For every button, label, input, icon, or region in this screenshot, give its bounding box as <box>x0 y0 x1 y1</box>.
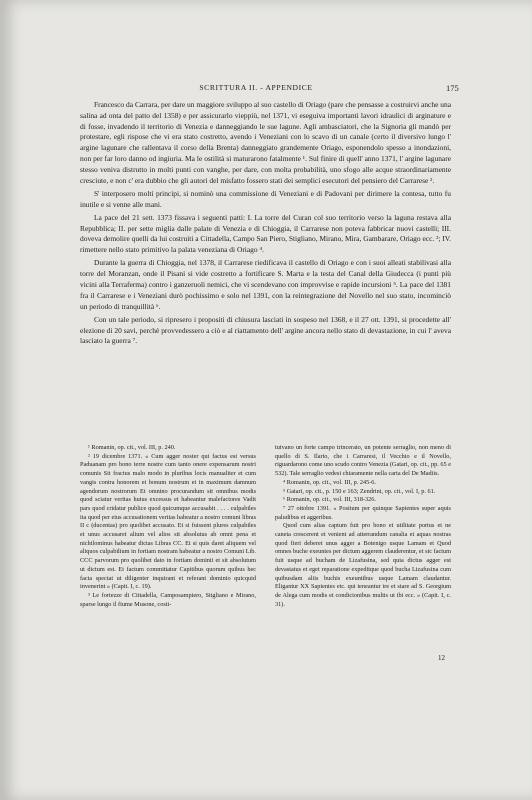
footnote: Quod cum alias captum fuit pro bono et utilitate portus et ne caneta crescerent et venient ad atterrandum canalia et aquas nostras quod fieri deberet unus agger a Botenigo usque Lamam et Quod omnes buche exeuntes per dictum aggerem clauderentur, et sic factum fuit usque ad bucham de Lizafusina, sed quia dictus agger est devastatus et eget reparatione expeditque quod bucha Lizafusina cum quibusdam aliis buchis exeuntibus usque Lamam claudantur. Eligantur XX Sapientes etc. qui teneantur ire et stare ad S. Georgium de Alega cum modis et condicionibus multis ut ibi ecc. » (Capit. I, c. 31). <box>275 522 451 608</box>
footnote: ⁷ 27 ottobre 1391. « Positum per quinque Sapientes super aquis paludibus et aggeribus. <box>275 504 451 521</box>
footnote: ⁶ Romanin, op. cit., vol. III, 318-326. <box>283 496 376 504</box>
footnotes-left-column <box>80 444 256 609</box>
signature-mark: 12 <box>438 654 445 662</box>
body-paragraph: Francesco da Carrara, per dare un maggiore sviluppo al suo castello di Oriago (pare che pensasse a costruirvi anche una salina ad onta del patto del 1358) e per assicurarlo vieppiù, nel 1371, vi eseguiva importanti lavori idraulici di arginature e di fosse, invadendo il territorio di Venezia e danneggiando le sue lagune. Agli ambasciatori, che la Signoria gli mandò per protestare, egli rispose che vi era stato costretto, avendo i Veneziani con lo scavo di un canale (certo il diversivo lungo l' argine lagunare che rallentava il corso della Brenta) danneggiato grandemente Oriago, esponendolo spesso a inondazioni, non per far loro danno od ingiuria. Ma le ostilità si maturarono fatalmente ¹. Sul finire di quell' anno 1371, l' argine lagunare stesso veniva distrutto in molti punti con vanghe, per dare, con molta probabilità, uno sfogo alle acque straordinariamente cresciute, e non c' era dubbio che gli autori del misfatto fossero stati dei semplici esecutori del pensiero del Carrarese ². <box>80 100 451 185</box>
running-header <box>80 83 432 92</box>
footnote: ³ Le fortezze di Cittadella, Camposampiero, Stigliano e Mirano, sparse lungo il fiume Musone, costi- <box>80 591 256 608</box>
footnotes-right-column <box>275 444 451 609</box>
footnotes <box>80 444 451 609</box>
footnote: ⁵ Gatari, op. cit., p. 150 e 163; Zendrini, op. cit., vol. I, p. 61. <box>283 487 436 495</box>
main-text <box>80 100 451 349</box>
body-paragraph: Durante la guerra di Chioggia, nel 1378, il Carrarese riedificava il castello di Oriago e con i suoi alleati stabilivasi alla torre del Moranzan, onde il Pisani si vide costretto a fortificare S. Marta e la testa del Canal della Giudecca (i punti più vicini alla Terraferma) contro i ganzeruoli nemici, che vi scendevano con improvvise e rapide incursioni ⁵. La pace del 1381 fra il Carrarese e i Veneziani durò pochissimo e solo nel 1391, con la reintegrazione del Novello nel suo stato, incominciò un periodo di tranquillità ⁶. <box>80 258 451 311</box>
running-title: SCRITTURA II. - APPENDICE <box>199 83 313 92</box>
footnote: tuivano un forte campo trincerato, un potente serraglio, non meno di quello di S. Ilario, che i Carraresi, il Vecchio e il Novello, riguardarono come uno scudo contro Venezia (Gatari, op. cit., pp. 65 e 532). Tale serraglio vedesi chiaramente nella carta del De Madiis. <box>275 444 451 478</box>
body-paragraph: Con un tale periodo, si ripresero i propositi di chiusura lasciati in sospeso nel 1368, e il 27 ott. 1391, si procedette all' elezione di 20 savi, perchè provvedessero a ciò e al riattamento dell' argine ancora nello stato di devastazione, in cui l' aveva lasciato la guerra ⁷. <box>80 314 451 346</box>
footnote: ¹ Romanin, op. cit., vol. III, p. 240. <box>88 444 176 451</box>
footnote: ² 19 dicembre 1371. « Cum agger noster qui factus est versus Paduanam pro bono terre nostre cum tanto onere expensarum nostri comunis Sit fractus malo modo in pluribus locis manualiter et cum vangis contra honorem et bonum nostrum et in maximum damnum agendorum nostrorum Et omnino procurandum sit omnibus modis quod sciatur veritas huius excessus et habeantur malefactores Vadit pars quod cridatur publice quod quicumque accusabit . . . . culpabiles ita quod per eius accusationem veritas habeatur a nostro comuni libras II c (ducentas) pro quolibet accusato. Et si fuissent plures culpabiles et unus accusaret alium vel alios sit absolutus ab omni pena et nichilominus habeatur dictas Libras CC. Et si quis daret aliquem vel aliquos culpabilium in fortiam nostram habeatur a nostro Comuni Lib. CCC parvorum pro quolibet dato in fortiam dominii et sit absolutum ut dictum est. Et factum committatur Capitibus quorum quibus hec facta spectat ut diligenter inquirant et referant dominio quicquid invenerint » (Capit. I, c. 19). <box>80 452 256 591</box>
body-paragraph: S' interposero molti principi, si nominò una commissione di Veneziani e di Padovani per dirimere la contesa, tutto fu inutile e si venne alle mani. <box>80 188 451 209</box>
page-number: 175 <box>446 83 459 93</box>
footnote: ⁴ Romanin, op. cit., vol. III, p. 245-6. <box>283 478 376 486</box>
body-paragraph: La pace del 21 sett. 1373 fissava i seguenti patti: I. La torre del Curan col suo territorio verso la laguna restava alla Repubblica; II. per sette miglia dalle palate di Venezia e di Chioggia, il Carrarese non poteva fabbricar nuovi castelli; III. doveva demolire quelli da lui costruiti a Cittadella, Campo San Piero, Stigliano, Mirano, Mira, Gambarare, Oriago ecc. ³; IV. rimettere nello stato primitivo la palata veneziana di Oriago ⁴. <box>80 212 451 255</box>
